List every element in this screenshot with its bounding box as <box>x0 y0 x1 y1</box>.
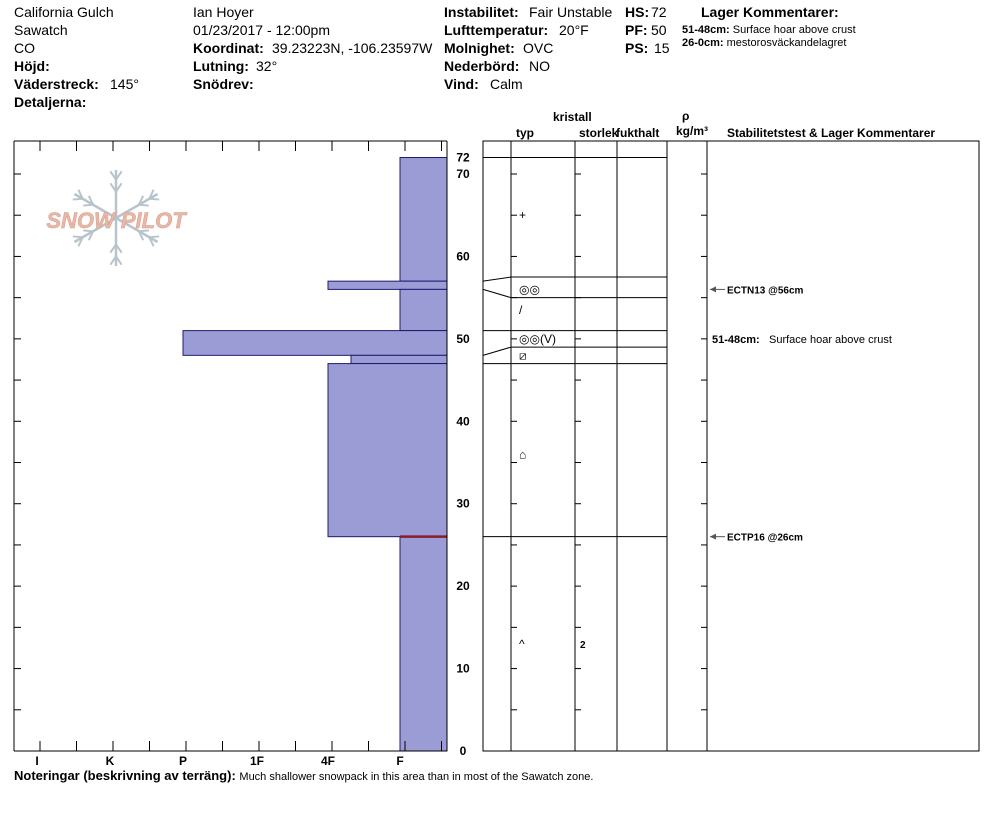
hardness-label-4F: 4F <box>320 754 336 768</box>
precip-label: Nederbörd: <box>444 58 520 74</box>
hardness-bar-7 <box>400 537 447 751</box>
hs-label: HS: <box>625 4 650 20</box>
crystal-symbol-1: + <box>519 208 527 223</box>
comment-text: Surface hoar above crust <box>769 333 892 346</box>
flake-branch <box>149 199 159 200</box>
slope-value: 32° <box>256 58 278 74</box>
flake-branch <box>73 236 83 237</box>
height-label-72: 72 <box>456 150 470 165</box>
stratigraphy-table <box>483 141 979 751</box>
slope-label: Lutning: <box>193 58 249 74</box>
observation-datetime: 01/23/2017 - 12:00pm <box>193 22 330 38</box>
ps-label: PS: <box>625 40 649 56</box>
test-arrow-head <box>710 286 716 292</box>
airtemp-label: Lufttemperatur: <box>444 22 549 38</box>
hardness-bar-5 <box>351 355 447 363</box>
crystal-symbol-7: ^ <box>519 636 525 651</box>
notes-text: Much shallower snowpack in this area than in most of the Sawatch zone. <box>239 771 594 783</box>
height-label-70: 70 <box>456 167 470 181</box>
hardness-label-F: F <box>396 754 404 768</box>
coord-value: 39.23223N, -106.23597W <box>272 40 433 56</box>
hardness-label-1F: 1F <box>249 754 265 768</box>
strat-frame <box>483 141 979 751</box>
height-label-50: 50 <box>456 331 470 346</box>
wind-value: Calm <box>490 76 523 92</box>
comment-range: 51-48cm: <box>712 333 760 346</box>
hardness-label-P: P <box>178 754 188 768</box>
instability-value: Fair Unstable <box>529 4 613 20</box>
stability-test-2: ECTP16 @26cm <box>727 532 803 544</box>
height-label-30: 30 <box>456 496 470 511</box>
sky-label: Molnighet: <box>444 40 515 56</box>
location-name: California Gulch <box>14 4 114 20</box>
precip-value: NO <box>529 58 550 74</box>
coord-label: Koordinat: <box>193 40 264 56</box>
test-arrow-head <box>710 534 716 540</box>
notes-label: Noteringar (beskrivning av terräng): <box>14 768 236 783</box>
hardness-bar-6 <box>328 364 447 537</box>
mountain-range: Sawatch <box>14 22 68 38</box>
type-header: typ <box>516 126 534 140</box>
instability-label: Instabilitet: <box>444 4 519 20</box>
hardness-label-K: K <box>105 754 115 768</box>
flake-branch <box>139 205 149 206</box>
hardness-bar-3 <box>400 289 447 330</box>
height-label-10: 10 <box>456 661 470 676</box>
height-label-60: 60 <box>456 249 470 264</box>
observer-name: Ian Hoyer <box>193 4 254 20</box>
crystal-header: kristall <box>553 110 592 124</box>
stability-tests <box>710 285 892 543</box>
elevation-label: Höjd: <box>14 58 50 74</box>
snowpilot-logo <box>46 170 187 266</box>
rho-header: ρ <box>682 109 690 123</box>
layer-comment-2-range: 26-0cm: <box>682 37 724 49</box>
density-unit-header: kg/m³ <box>676 124 709 138</box>
wind-label: Vind: <box>444 76 479 92</box>
height-label-20: 20 <box>456 579 470 594</box>
crystal-symbol-4: ◎◎(V) <box>519 331 556 346</box>
layer-comment-1-range: 51-48cm: <box>682 24 730 36</box>
flake-branch <box>149 236 159 237</box>
logo-text: SNOW PILOT <box>46 208 186 233</box>
hardness-bars <box>183 158 447 751</box>
crystal-symbol-6: ⌂ <box>519 447 527 462</box>
pf-value: 50 <box>651 22 667 38</box>
aspect-label: Väderstreck: <box>14 76 99 92</box>
layer-comments-title: Lager Kommentarer: <box>701 4 839 20</box>
stability-header: Stabilitetstest & Lager Kommentarer <box>727 126 936 140</box>
layer-comment-1-text: Surface hoar above crust <box>732 24 856 36</box>
hardness-bar-2 <box>328 281 447 289</box>
layer-comment-2-text: mestorosväckandelagret <box>726 37 847 49</box>
hardness-bar-4 <box>183 331 447 356</box>
drift-label: Snödrev: <box>193 76 254 92</box>
notes <box>14 767 593 784</box>
aspect-value: 145° <box>110 76 139 92</box>
height-label-0: 0 <box>459 744 467 758</box>
sky-value: OVC <box>523 40 554 56</box>
pf-label: PF: <box>625 22 648 38</box>
crystal-size-7: 2 <box>580 639 586 651</box>
ps-value: 15 <box>654 40 670 56</box>
airtemp-value: 20°F <box>559 22 589 38</box>
hardness-bar-1 <box>400 158 447 282</box>
height-axis <box>456 151 470 758</box>
height-label-40: 40 <box>456 414 470 429</box>
details-label: Detaljerna: <box>14 94 87 110</box>
hs-value: 72 <box>651 4 667 20</box>
moisture-header: fukthalt <box>616 126 660 140</box>
flake-branch <box>83 205 93 206</box>
flake-branch <box>73 199 83 200</box>
crystal-symbol-5: ⧄ <box>519 348 527 363</box>
stability-test-1: ECTN13 @56cm <box>727 285 804 297</box>
crystal-symbol-3: / <box>519 303 523 318</box>
state: CO <box>14 40 35 56</box>
hardness-label-I: I <box>35 754 39 768</box>
size-header: storlek <box>579 126 619 140</box>
crystal-symbol-2: ◎◎ <box>519 282 540 297</box>
